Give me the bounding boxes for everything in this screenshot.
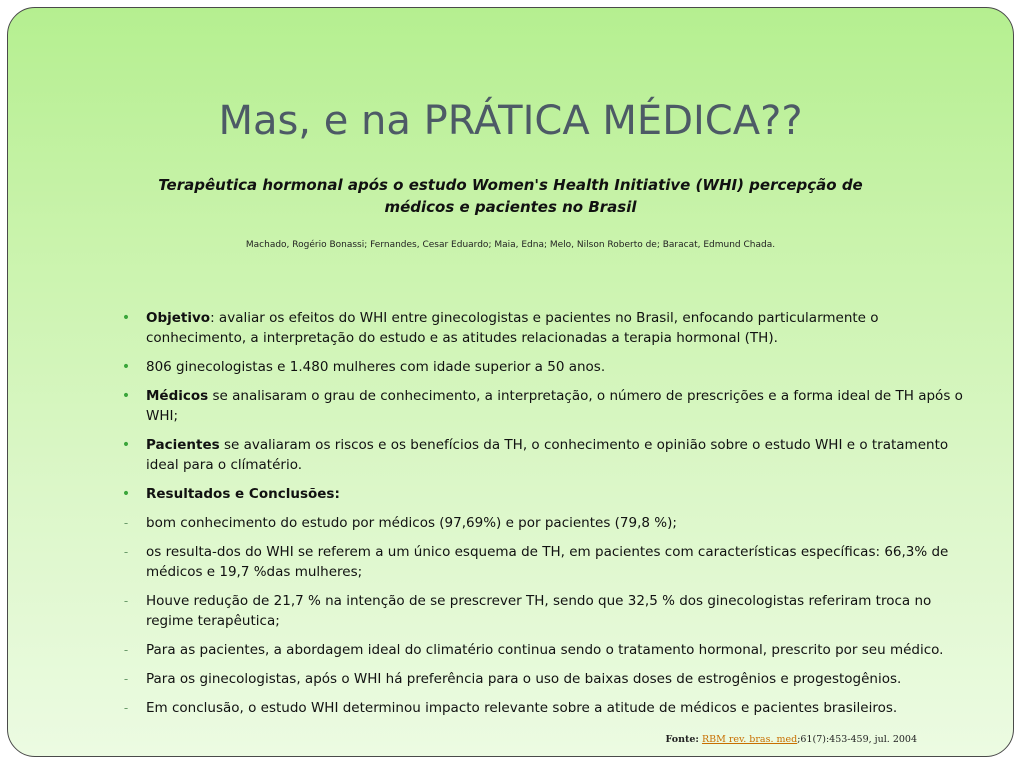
bullet-icon: • xyxy=(121,437,131,453)
list-item xyxy=(116,640,976,660)
item-text: Houve redução de 21,7 % na intenção de se prescrever TH, sendo que 32,5 % dos ginecologistas referiram troca no regime terapêutica; xyxy=(146,593,932,629)
source-journal-link[interactable]: RBM rev. bras. med xyxy=(701,734,798,745)
item-text: : avaliar os efeitos do WHI entre ginecologistas e pacientes no Brasil, enfocando particularmente o conhecimento, a interpretação do estudo e as atitudes relacionadas a terapia hormonal (TH). xyxy=(146,310,879,346)
article-authors: Machado, Rogério Bonassi; Fernandes, Cesar Eduardo; Maia, Edna; Melo, Nilson Roberto de; Baracat, Edmund Chada. xyxy=(245,240,776,250)
item-lead: Resultados e Conclusões: xyxy=(146,486,340,502)
source-details: ;61(7):453-459, jul. 2004 xyxy=(797,734,917,745)
list-item xyxy=(116,542,976,582)
article-title: Terapêutica hormonal após o estudo Women's Health Initiative (WHI) percepção de médicos e pacientes no Brasil xyxy=(158,176,863,216)
item-text: Para os ginecologistas, após o WHI há preferência para o uso de baixas doses de estrogênios e progestogênios. xyxy=(146,671,902,687)
bullet-icon: • xyxy=(121,310,131,326)
slide-title: Mas, e na PRÁTICA MÉDICA?? xyxy=(218,98,803,144)
list-item xyxy=(116,484,976,504)
item-text: bom conhecimento do estudo por médicos (97,69%) e por pacientes (79,8 %); xyxy=(146,515,677,531)
dash-icon: - xyxy=(123,672,129,686)
item-lead: Pacientes xyxy=(146,437,220,453)
list-item xyxy=(116,669,976,689)
item-text: 806 ginecologistas e 1.480 mulheres com idade superior a 50 anos. xyxy=(146,359,606,375)
item-text: se avaliaram os riscos e os benefícios da TH, o conhecimento e opinião sobre o estudo WHI e o tratamento ideal para o clímatério. xyxy=(146,437,949,473)
dash-icon: - xyxy=(123,701,129,715)
list-item xyxy=(116,591,976,631)
content-list xyxy=(116,308,976,727)
dash-icon: - xyxy=(123,545,129,559)
list-item xyxy=(116,435,976,475)
item-text: se analisaram o grau de conhecimento, a interpretação, o número de prescrições e a forma ideal de TH após o WHI; xyxy=(146,388,963,424)
dash-icon: - xyxy=(123,516,129,530)
source-citation xyxy=(666,734,917,745)
dash-icon: - xyxy=(123,594,129,608)
item-lead: Objetivo xyxy=(146,310,211,326)
item-text: Em conclusão, o estudo WHI determinou impacto relevante sobre a atitude de médicos e pacientes brasileiros. xyxy=(146,700,898,716)
slide xyxy=(7,7,1014,757)
bullet-icon: • xyxy=(121,486,131,502)
list-item xyxy=(116,698,976,718)
list-item xyxy=(116,357,976,377)
source-label: Fonte: xyxy=(665,734,699,745)
item-text: os resulta-dos do WHI se referem a um único esquema de TH, em pacientes com características específicas: 66,3% de médicos e 19,7 %das mulheres; xyxy=(146,544,949,580)
item-lead: Médicos xyxy=(146,388,209,404)
bullet-icon: • xyxy=(121,388,131,404)
dash-icon: - xyxy=(123,643,129,657)
list-item xyxy=(116,513,976,533)
list-item xyxy=(116,308,976,348)
bullet-icon: • xyxy=(121,359,131,375)
item-text: Para as pacientes, a abordagem ideal do climatério continua sendo o tratamento hormonal, prescrito por seu médico. xyxy=(146,642,944,658)
list-item xyxy=(116,386,976,426)
